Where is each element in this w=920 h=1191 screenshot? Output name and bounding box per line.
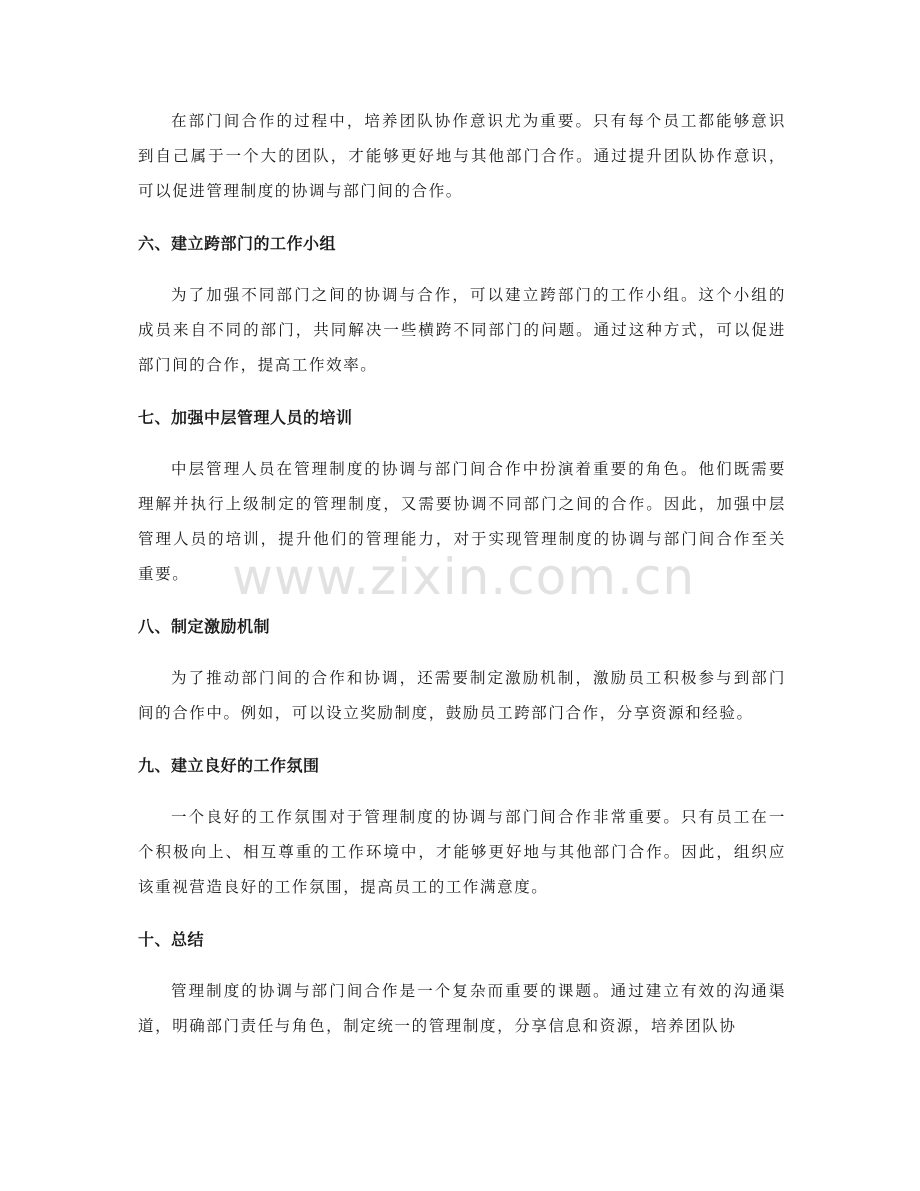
- section-heading-6: 六、建立跨部门的工作小组: [138, 234, 337, 253]
- section-body-8: 为了推动部门间的合作和协调，还需要制定激励机制，激励员工积极参与到部门间的合作中。例如，可以设立奖励制度，鼓励员工跨部门合作，分享资源和经验。: [138, 669, 786, 722]
- section-body-10: 管理制度的协调与部门间合作是一个复杂而重要的课题。通过建立有效的沟通渠道，明确部门责任与角色，制定统一的管理制度，分享信息和资源，培养团队协: [138, 982, 786, 1035]
- section-body-9: 一个良好的工作氛围对于管理制度的协调与部门间合作非常重要。只有员工在一个积极向上、相互尊重的工作环境中，才能够更好地与其他部门合作。因此，组织应该重视营造良好的工作氛围，提高员工的工作满意度。: [138, 808, 786, 896]
- document-content: [138, 104, 786, 1044]
- section-heading-7: 七、加强中层管理人员的培训: [138, 408, 353, 427]
- section-body-6: 为了加强不同部门之间的协调与合作，可以建立跨部门的工作小组。这个小组的成员来自不同的部门，共同解决一些横跨不同部门的问题。通过这种方式，可以促进部门间的合作，提高工作效率。: [138, 286, 786, 374]
- section-heading-8: 八、制定激励机制: [138, 617, 271, 636]
- section-heading-10: 十、总结: [138, 930, 205, 949]
- section-body-7: 中层管理人员在管理制度的协调与部门间合作中扮演着重要的角色。他们既需要理解并执行上级制定的管理制度，又需要协调不同部门之间的合作。因此，加强中层管理人员的培训，提升他们的管理能力，对于实现管理制度的协调与部门间合作至关重要。: [138, 460, 786, 583]
- section-heading-9: 九、建立良好的工作氛围: [138, 756, 320, 775]
- watermark: www.zixin.com.cn: [232, 548, 696, 606]
- intro-paragraph: 在部门间合作的过程中，培养团队协作意识尤为重要。只有每个员工都能够意识到自己属于一个大的团队，才能够更好地与其他部门合作。通过提升团队协作意识，可以促进管理制度的协调与部门间的合作。: [138, 112, 786, 200]
